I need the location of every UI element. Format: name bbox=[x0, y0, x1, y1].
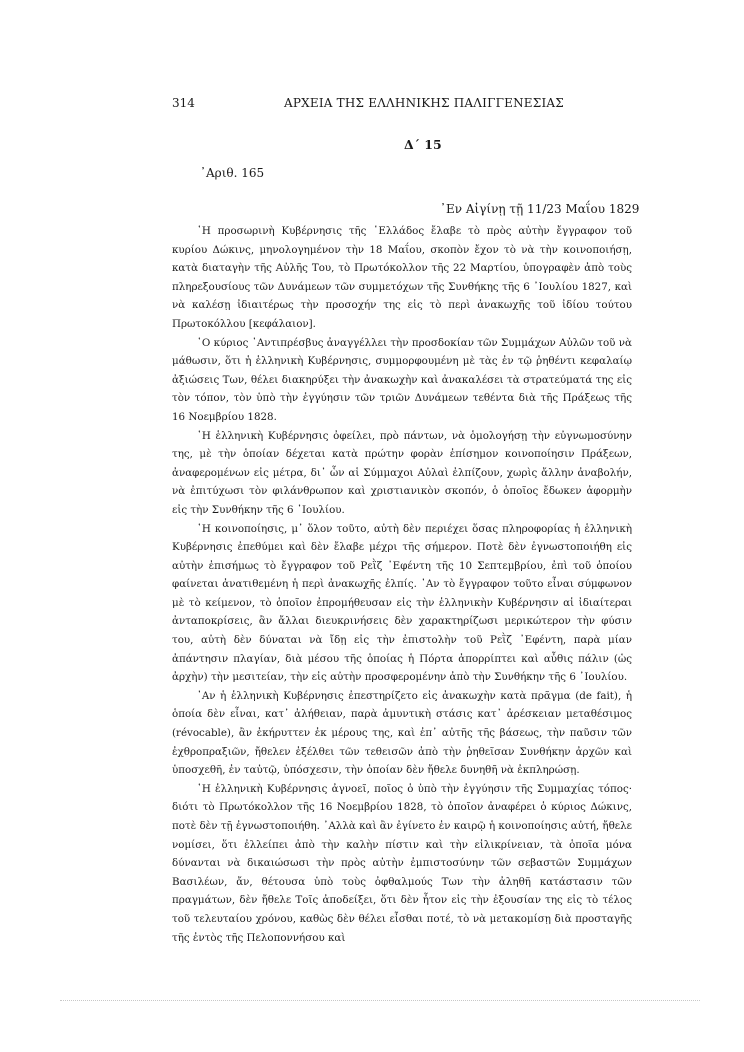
page-header bbox=[172, 96, 632, 114]
document-number: ᾿Αριθ. 165 bbox=[200, 166, 265, 180]
paragraph: ῾Η ἑλληνικὴ Κυβέρνησις ἀγνοεῖ, ποῖος ὁ ὑπὸ τὴν ἐγγύησιν τῆς Συμμαχίας τόπος· διότι τὸ Πρωτόκολλον τῆς 16 Νοεμβρίου 1828, τὸ ὁποῖον ἀναφέρει ὁ κύριος Δώκινς, ποτὲ δὲν τῇ ἐγνωστοποιήθη. ᾿Αλλὰ καὶ ἂν ἐγίνετο ἐν καιρῷ ἡ κοινοποίησις αὐτή, ἤθελε νομίσει, ὅτι ἐλλείπει ἀπὸ τὴν καλὴν πίστιν καὶ τὴν εἰλικρίνειαν, τὰ ὁποῖα μόνα δύνανται νὰ δικαιώσωσι τὴν πρὸς αὐτὴν ἐμπιστοσύνην τῶν σεβαστῶν Συμμάχων Βασιλέων, ἄν, θέτουσα ὑπὸ τοὺς ὀφθαλμούς Των τὴν ἀληθῆ κατάστασιν τῶν πραγμάτων, δὲν ἤθελε Τοῖς ἀποδείξει, ὅτι δὲν ἦτον εἰς τὴν ἐξουσίαν της εἰς τὸ τέλος τοῦ τελευταίου χρόνου, καθὼς δὲν θέλει εἶσθαι ποτέ, τὸ νὰ μετακομίσῃ διὰ προσταγῆς τῆς ἐντὸς τῆς Πελοποννήσου καὶ bbox=[172, 782, 632, 944]
document-code: Δ΄ 15 bbox=[404, 137, 442, 152]
place-date-line: ᾿Εν Αἰγίνῃ τῇ 11/23 Μαΐου 1829 bbox=[440, 202, 640, 216]
page-number: 314 bbox=[172, 96, 195, 110]
body-text bbox=[172, 222, 632, 947]
scan-edge-divider bbox=[60, 1000, 700, 1003]
paragraph: ῾Η προσωρινὴ Κυβέρνησις τῆς ῾Ελλάδος ἔλαβε τὸ πρὸς αὐτὴν ἔγγραφον τοῦ κυρίου Δώκινς, μηνολογημένον τὴν 18 Μαΐου, σκοπὸν ἔχον τὸ νὰ τὴν κοινοποιήσῃ, κατὰ διαταγὴν τῆς Αὐλῆς Του, τὸ Πρωτόκολλον τῆς 22 Μαρτίου, ὑπογραφὲν ἀπὸ τοὺς πληρεξουσίους τῶν Δυνάμεων τῶν συμμετόχων τῆς Συνθήκης τῆς 6 ᾿Ιουλίου 1827, καὶ νὰ καλέσῃ ἰδιαιτέρως τὴν προσοχήν της εἰς τὸ περὶ ἀνακωχῆς τοῦ ἰδίου τούτου Πρωτοκόλλου [κεφάλαιον]. bbox=[172, 225, 632, 330]
paragraph: ᾿Αν ἡ ἑλληνικὴ Κυβέρνησις ἐπεστηρίζετο εἰς ἀνακωχὴν κατὰ πρᾶγμα (de fait), ἡ ὁποία δὲν εἶναι, κατ᾿ ἀλήθειαν, παρὰ ἀμυντικὴ στάσις κατ᾿ ἀρέσκειαν μεταθέσιμος (révocable), ἂν ἐκήρυττεν ἐκ μέρους της, καὶ ἐπ᾿ αὐτῆς τῆς βάσεως, τὴν παῦσιν τῶν ἐχθροπραξιῶν, ἤθελεν ἐξέλθει τῶν τεθεισῶν ἀπὸ τὴν ῥηθεῖσαν Συνθήκην ἀρχῶν καὶ ὑποσχεθῆ, ἐν ταὐτῷ, ὑπόσχεσιν, τὴν ὁποίαν δὲν ἤθελε δυνηθῆ νὰ ἐκπληρώσῃ. bbox=[172, 689, 632, 777]
paragraph: ῾Η κοινοποίησις, μ᾿ ὅλον τοῦτο, αὐτὴ δὲν περιέχει ὅσας πληροφορίας ἡ ἑλληνικὴ Κυβέρνησις ἐπεθύμει καὶ δὲν ἔλαβε μέχρι τῆς σήμερον. Ποτὲ δὲν ἐγνωστοποιήθη εἰς αὐτὴν ἐπισήμως τὸ ἔγγραφον τοῦ Ρεῒζ ᾿Εφέντη τῆς 10 Σεπτεμβρίου, ἐπὶ τοῦ ὁποίου φαίνεται ἀνατιθεμένη ἡ περὶ ἀνακωχῆς ἐλπίς. ᾿Αν τὸ ἔγγραφον τοῦτο εἶναι σύμφωνον μὲ τὸ κείμενον, τὸ ὁποῖον ἐπρομήθευσαν εἰς τὴν ἑλληνικὴν Κυβέρνησιν αἱ ἰδιαίτεραι ἀνταποκρίσεις, ἂν ἄλλαι διευκρινήσεις δὲν χαρακτηρίζωσι μερικώτερον τὴν φύσιν του, αὐτὴ δὲν δύναται νὰ ἴδῃ εἰς τὴν ἐπιστολὴν τοῦ Ρεῒζ ᾿Εφέντη, παρὰ μίαν ἀπάντησιν πλαγίαν, διὰ μέσου τῆς ὁποίας ἡ Πόρτα ἀπορρίπτει καὶ αὖθις πάλιν (ὡς ἀρχὴν) τὴν μεσιτείαν, τὴν εἰς αὐτὴν προσφερομένην ἀπὸ τὴν Συνθήκην τῆς 6 ᾿Ιουλίου. bbox=[172, 522, 632, 684]
paragraph: ῾Ο κύριος ᾿Αντιπρέσβυς ἀναγγέλλει τὴν προσδοκίαν τῶν Συμμάχων Αὐλῶν τοῦ νὰ μάθωσιν, ὅτι ἡ ἑλληνικὴ Κυβέρνησις, συμμορφουμένη μὲ τὰς ἐν τῷ ῥηθέντι κεφαλαίῳ ἀξιώσεις Των, θέλει διακηρύξει τὴν ἀνακωχὴν καὶ ἀνακαλέσει τὰ στρατεύματά της εἰς τὸν τόπον, τὸν ὑπὸ τὴν ἐγγύησιν τῶν τριῶν Δυνάμεων τεθέντα διὰ τῆς Πράξεως τῆς 16 Νοεμβρίου 1828. bbox=[172, 336, 632, 423]
paragraph: ῾Η ἑλληνικὴ Κυβέρνησις ὀφείλει, πρὸ πάντων, νὰ ὁμολογήσῃ τὴν εὐγνωμοσύνην της, μὲ τὴν ὁποίαν δέχεται κατὰ πρώτην φορὰν ἐπίσημον κοινοποίησιν Πράξεων, ἀναφερομένων εἰς μέτρα, δι᾿ ὧν αἱ Σύμμαχοι Αὐλαὶ ἐλπίζουν, χωρὶς ἄλλην ἀναβολήν, νὰ ἐπιτύχωσι τὸν φιλάνθρωπον καὶ χριστιανικὸν σκοπόν, ὁ ὁποῖος ἔδωκεν ἀφορμὴν εἰς τὴν Συνθήκην τῆς 6 ᾿Ιουλίου. bbox=[172, 429, 632, 516]
running-title: ΑΡΧΕΙΑ ΤΗΣ ΕΛΛΗΝΙΚΗΣ ΠΑΛΙΓΓΕΝΕΣΙΑΣ bbox=[284, 96, 564, 110]
